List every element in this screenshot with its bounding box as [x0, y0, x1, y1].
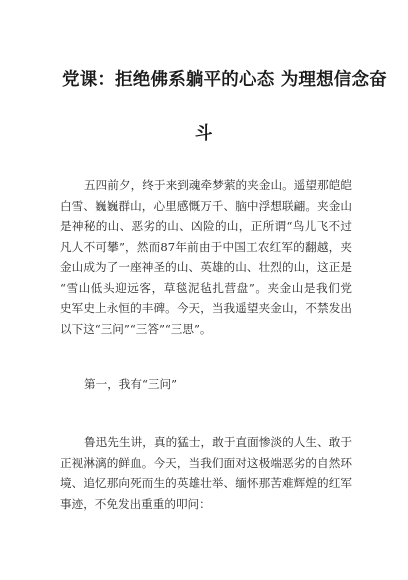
- paragraph-line: 事迹，不免发出重重的叩问：: [60, 496, 211, 511]
- paragraph-line: 金山成为了一座神圣的山、英雄的山、壮烈的山，这正是: [60, 260, 352, 274]
- paragraph-line: 史军史上永恒的丰碑。今天，当我遥望夹金山，不禁发出: [60, 301, 352, 315]
- document-title-line-1: 党课：拒绝佛系躺平的心态 为理想信念奋: [62, 70, 387, 90]
- paragraph-line: 是神秘的山、恶劣的山、凶险的山，正所谓“鸟儿飞不过: [60, 219, 352, 233]
- paragraph-line: 境、追忆那向死而生的英雄壮举、缅怀那苦难辉煌的红军: [60, 476, 352, 490]
- paragraph-line: 正视淋漓的鲜血。今天，当我们面对这极端恶劣的自然环: [60, 455, 352, 470]
- paragraph-intro: [60, 175, 352, 339]
- section-heading: 第一，我有“三问”: [84, 377, 178, 391]
- paragraph-line: 凡人不可攀”，然而87年前由于中国工农红军的翻越，夹: [60, 239, 352, 254]
- paragraph-line: 五四前夕，终于来到魂牵梦萦的夹金山。遥望那皑皑: [84, 178, 352, 192]
- paragraph-section-one: [60, 432, 352, 514]
- paragraph-line: 白雪、巍巍群山，心里感慨万千、脑中浮想联翩。夹金山: [60, 198, 352, 213]
- paragraph-line: 鲁迅先生讲，真的猛士，敢于直面惨淡的人生、敢于: [84, 435, 352, 449]
- document-title-line-2: 斗: [195, 124, 213, 144]
- paragraph-line: “雪山低头迎远客，草毯泥毡扎营盘”。夹金山是我们党: [60, 280, 352, 295]
- paragraph-line: 以下这“三问”“三答”“三思”。: [60, 321, 212, 336]
